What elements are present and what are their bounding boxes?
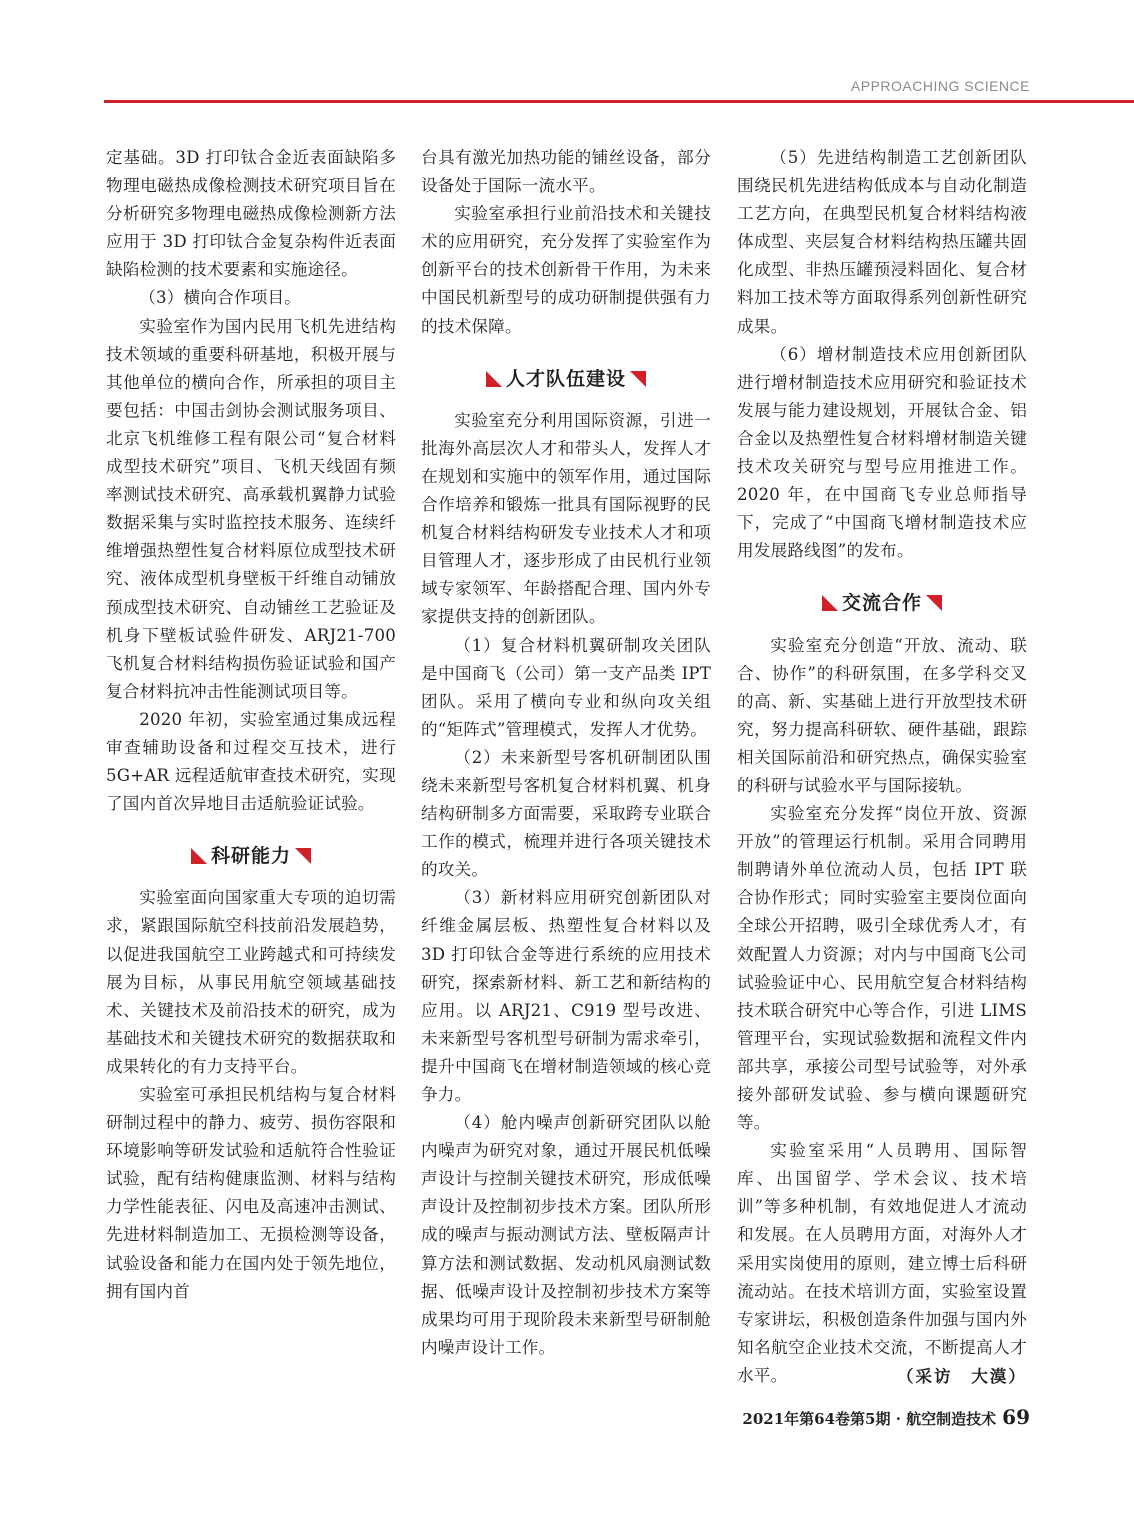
section-triangle-right-icon [926, 595, 942, 611]
byline: （采访 大漠） [896, 1365, 1027, 1386]
section-triangle-right-icon [295, 848, 311, 864]
paragraph [737, 1137, 1027, 1390]
paragraph: （5）先进结构制造工艺创新团队围绕民机先进结构低成本与自动化制造工艺方向，在典型民机复合材料结构液体成型、夹层复合材料结构热压罐共固化成型、非热压罐预浸料固化、复合材料加工技术等方面取得系列创新性研究成果。 [737, 148, 1027, 336]
section-triangle-left-icon [191, 848, 207, 864]
paragraph: 实验室充分发挥“岗位开放、资源开放”的管理运行机制。采用合同聘用制聘请外单位流动人员，包括 IPT 联合协作形式；同时实验室主要岗位面向全球公开招聘，吸引全球优秀人才，有效配置人力资源；对内与中国商飞公司试验验证中心、民用航空复合材料结构技术联合研究中心等合作，引进 LIMS 管理平台，实现试验数据和流程文件内部共享，承接公司型号试验等，对外承接外部研发试验、参与横向课题研究等。 [737, 804, 1027, 1133]
column-1 [106, 144, 396, 1306]
paragraph: 实验室作为国内民用飞机先进结构技术领域的重要科研基地，积极开展与其他单位的横向合作，所承担的项目主要包括：中国击剑协会测试服务项目、北京飞机维修工程有限公司“复合材料成型技术研究”项目、飞机天线固有频率测试技术研究、高承载机翼静力试验数据采集与实时监控技术服务、连续纤维增强热塑性复合材料原位成型技术研究、液体成型机身壁板干纤维自动铺放预成型技术研究、自动铺丝工艺验证及机身下壁板试验件研发、ARJ21-700 飞机复合材料结构损伤验证试验和国产复合材料抗冲击性能测试项目等。 [106, 316, 396, 701]
column-3 [737, 144, 1027, 1390]
section-triangle-left-icon [822, 595, 838, 611]
header-label: APPROACHING SCIENCE [850, 78, 1030, 94]
paragraph-text: 实验室采用“人员聘用、国际智库、出国留学、学术会议、技术培训”等多种机制，有效地促进人才流动和发展。在人员聘用方面，对海外人才采用实岗使用的原则，建立博士后科研流动站。在技术培训方面，实验室设置专家讲坛，积极创造条件加强与国内外知名航空企业技术交流，不断提高人才水平。 [737, 1141, 1027, 1385]
paragraph: （3）横向合作项目。 [139, 288, 302, 308]
page-footer [742, 1405, 1030, 1429]
paragraph: 实验室充分创造“开放、流动、联合、协作”的科研氛围，在多学科交叉的高、新、实基础上进行开放型技术研究，努力提高科研软、硬件基础，跟踪相关国际前沿和研究热点，确保实验室的科研与试验水平与国际接轨。 [737, 635, 1027, 795]
paragraph: 定基础。3D 打印钛合金近表面缺陷多物理电磁热成像检测技术研究项目旨在分析研究多物理电磁热成像检测新方法应用于 3D 打印钛合金复杂构件近表面缺陷检测的技术要素和实施途径。 [106, 148, 396, 280]
section-title: 人才队伍建设 [505, 367, 626, 390]
section-triangle-right-icon [630, 371, 646, 387]
section-heading [421, 365, 711, 393]
section-title: 科研能力 [210, 845, 291, 868]
paragraph: 2020 年初，实验室通过集成远程审查辅助设备和过程交互技术，进行 5G+AR 远程适航审查技术研究，实现了国内首次异地目击适航验证试验。 [106, 709, 396, 814]
paragraph: （6）增材制造技术应用创新团队进行增材制造技术应用研究和验证技术发展与能力建设规划，开展钛合金、铝合金以及热塑性复合材料增材制造关键技术攻关研究与型号应用推进工作。2020 年，在中国商飞专业总师指导下，完成了“中国商飞增材制造技术应用发展路线图”的发布。 [737, 344, 1027, 561]
section-triangle-left-icon [486, 371, 502, 387]
page-number: 69 [1002, 1405, 1030, 1429]
section-heading [737, 589, 1027, 617]
paragraph: 实验室可承担民机结构与复合材料研制过程中的静力、疲劳、损伤容限和环境影响等研发试验和适航符合性验证试验，配有结构健康监测、材料与结构力学性能表征、闪电及高速冲击测试、先进材料制造加工、无损检测等设备，试验设备和能力在国内处于领先地位，拥有国内首 [106, 1085, 396, 1301]
journal-issue: 2021年第64卷第5期 · 航空制造技术 [742, 1410, 997, 1428]
section-heading [106, 842, 396, 870]
paragraph: （1）复合材料机翼研制攻关团队是中国商飞（公司）第一支产品类 IPT 团队。采用了横向专业和纵向攻关组的“矩阵式”管理模式，发挥人才优势。 [421, 635, 711, 739]
paragraph: （4）舱内噪声创新研究团队以舱内噪声为研究对象，通过开展民机低噪声设计与控制关键技术研究，形成低噪声设计及控制初步技术方案。团队所形成的噪声与振动测试方法、壁板隔声计算方法和测试数据、发动机风扇测试数据、低噪声设计及控制初步技术方案等成果均可用于现阶段未来新型号研制舱内噪声设计工作。 [421, 1113, 711, 1357]
paragraph: 实验室充分利用国际资源，引进一批海外高层次人才和带头人，发挥人才在规划和实施中的领军作用，通过国际合作培养和锻炼一批具有国际视野的民机复合材料结构研发专业技术人才和项目管理人才，逐步形成了由民机行业领域专家领军、年龄搭配合理、国内外专家提供支持的创新团队。 [421, 410, 711, 627]
column-2 [421, 144, 711, 1362]
paragraph: 台具有激光加热功能的铺丝设备，部分设备处于国际一流水平。 [421, 148, 711, 196]
paragraph: 实验室面向国家重大专项的迫切需求，紧跟国际航空科技前沿发展趋势，以促进我国航空工业跨越式和可持续发展为目标，从事民用航空领域基础技术、关键技术及前沿技术的研究，成为基础技术和关键技术研究的数据获取和成果转化的有力支持平台。 [106, 888, 396, 1076]
header-rule [104, 100, 1134, 103]
paragraph: （2）未来新型号客机研制团队围绕未来新型号客机复合材料机翼、机身结构研制多方面需要，采取跨专业联合工作的模式，梳理并进行各项关键技术的攻关。 [421, 747, 711, 880]
paragraph: （3）新材料应用研究创新团队对纤维金属层板、热塑性复合材料以及 3D 打印钛合金等进行系统的应用技术研究，探索新材料、新工艺和新结构的应用。以 ARJ21、C919 型号改进、未来新型号客机型号研制为需求牵引，提升中国商飞在增材制造领域的核心竞争力。 [421, 888, 711, 1104]
section-title: 交流合作 [841, 592, 922, 615]
paragraph: 实验室承担行业前沿技术和关键技术的应用研究，充分发挥了实验室作为创新平台的技术创新骨干作用，为未来中国民机新型号的成功研制提供强有力的技术保障。 [421, 204, 711, 336]
